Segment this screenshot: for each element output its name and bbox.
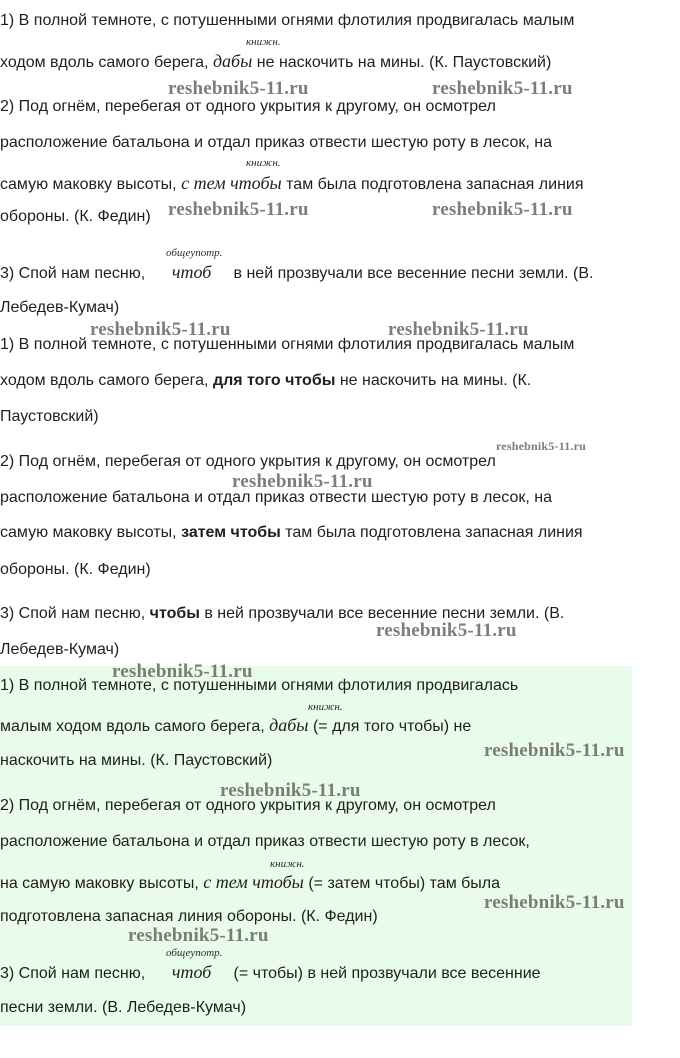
watermark: reshebnik5-11.ru	[220, 780, 361, 801]
b3-s2-line4: подготовлена запасная линия обороны. (К. Федин)	[0, 908, 378, 925]
b2-s2-line4: обороны. (К. Федин)	[0, 561, 151, 578]
watermark: reshebnik5-11.ru	[484, 892, 625, 913]
b1-s3-word: чтоб	[171, 262, 212, 282]
b3-s2-line1: 2) Под огнём, перебегая от одного укрытия к другому, он осмотрел	[0, 797, 496, 814]
b2-s3-line2: Лебедев-Кумач)	[0, 641, 120, 658]
b2-s1-bold: для того чтобы	[212, 372, 336, 389]
b3-s2-line2: расположение батальона и отдал приказ отвести шестую роту в лесок,	[0, 833, 530, 850]
b2-s3-line1: 3) Спой нам песню, чтобы в ней прозвучали все весенние песни земли. (В.	[0, 605, 565, 622]
b1-s2-line1: 2) Под огнём, перебегая от одного укрытия к другому, он осмотрел	[0, 98, 496, 115]
watermark: reshebnik5-11.ru	[484, 740, 625, 761]
b2-s1-line1: 1) В полной темноте, с потушенными огнями флотилия продвигалась малым	[0, 336, 575, 353]
watermark: reshebnik5-11.ru	[112, 661, 253, 682]
watermark: reshebnik5-11.ru	[168, 78, 309, 99]
b1-s1-note: книжн.	[246, 36, 281, 48]
b3-s1-word: дабы	[269, 715, 309, 735]
b1-s3-line1: 3) Спой нам песню, чтоб в ней прозвучали все весенние песни земли. (В.	[0, 262, 594, 282]
watermark: reshebnik5-11.ru	[128, 925, 269, 946]
b1-s3-note: общеупотр.	[166, 247, 223, 259]
watermark: reshebnik5-11.ru	[432, 78, 573, 99]
watermark: reshebnik5-11.ru	[496, 439, 586, 453]
b2-s2-bold: затем чтобы	[181, 524, 281, 541]
b3-s1-note: книжн.	[308, 701, 343, 713]
b3-s1-line2: малым ходом вдоль самого берега, дабы (= для того чтобы) не	[0, 715, 472, 735]
watermark: reshebnik5-11.ru	[168, 199, 309, 220]
b2-s1-line2: ходом вдоль самого берега, для того чтобы не наскочить на мины. (К.	[0, 372, 532, 389]
b1-s1-line1: 1) В полной темноте, с потушенными огнями флотилия продвигалась малым	[0, 12, 575, 29]
b1-s2-word: с тем чтобы	[181, 173, 282, 193]
b1-s2-line4: обороны. (К. Федин)	[0, 208, 151, 225]
b1-s1-line2: ходом вдоль самого берега, дабы не наскочить на мины. (К. Паустовский)	[0, 51, 552, 71]
b3-s3-word: чтоб	[171, 962, 212, 982]
b3-s3-note: общеупотр.	[166, 947, 223, 959]
b2-s2-line1: 2) Под огнём, перебегая от одного укрытия к другому, он осмотрел	[0, 453, 496, 470]
b3-s2-line3: на самую маковку высоты, с тем чтобы (= затем чтобы) там была	[0, 872, 501, 892]
b3-s3-line2: песни земли. (В. Лебедев-Кумач)	[0, 999, 247, 1016]
b3-s1-line1: 1) В полной темноте, с потушенными огнями флотилия продвигалась	[0, 677, 519, 694]
b3-s2-note: книжн.	[270, 858, 305, 870]
b2-s2-line3: самую маковку высоты, затем чтобы там была подготовлена запасная линия	[0, 524, 583, 541]
watermark: reshebnik5-11.ru	[232, 471, 373, 492]
b1-s3-line2: Лебедев-Кумач)	[0, 299, 120, 316]
b2-s2-line2: расположение батальона и отдал приказ отвести шестую роту в лесок, на	[0, 489, 552, 506]
b3-s1-line3: наскочить на мины. (К. Паустовский)	[0, 752, 273, 769]
b1-s1-word: дабы	[212, 51, 253, 71]
watermark: reshebnik5-11.ru	[388, 319, 529, 340]
b1-s2-note: книжн.	[246, 157, 281, 169]
b3-s2-word: с тем чтобы	[203, 872, 304, 892]
b2-s3-bold: чтобы	[149, 605, 200, 622]
b1-s2-line3: самую маковку высоты, с тем чтобы там была подготовлена запасная линия	[0, 173, 584, 193]
watermark: reshebnik5-11.ru	[432, 199, 573, 220]
b1-s2-line2: расположение батальона и отдал приказ отвести шестую роту в лесок, на	[0, 134, 552, 151]
watermark: reshebnik5-11.ru	[376, 620, 517, 641]
b3-s3-line1: 3) Спой нам песню, чтоб (= чтобы) в ней прозвучали все весенние	[0, 962, 541, 982]
b2-s1-line3: Паустовский)	[0, 408, 99, 425]
watermark: reshebnik5-11.ru	[90, 319, 231, 340]
